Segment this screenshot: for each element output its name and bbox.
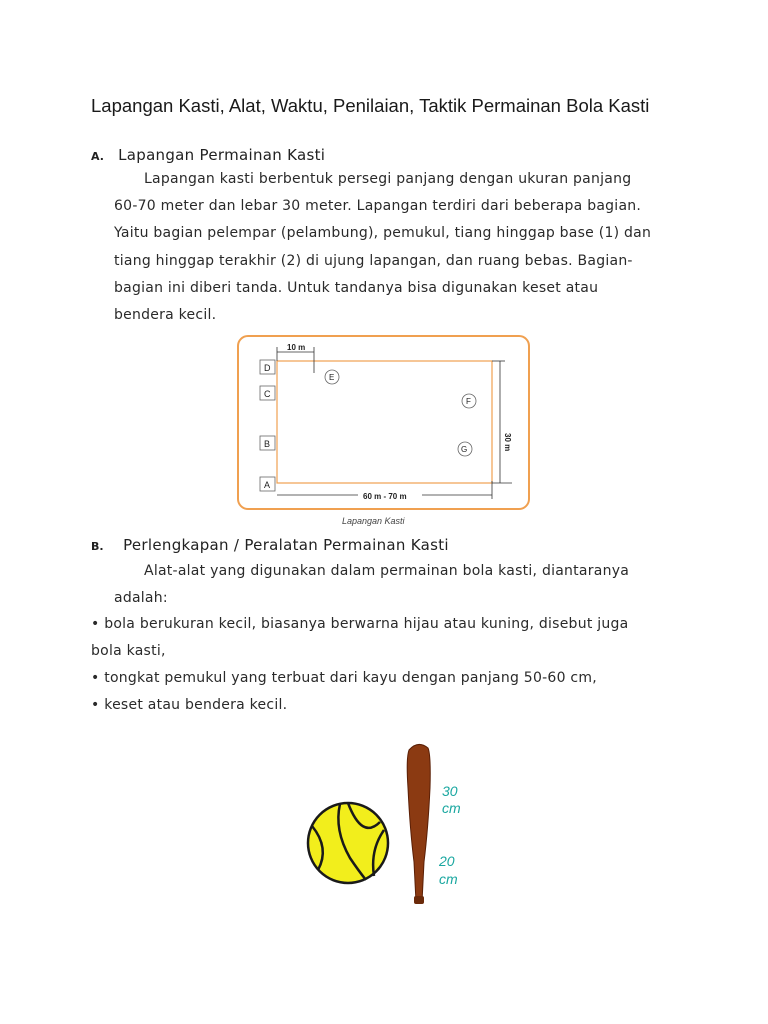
base-box-label: A — [264, 480, 271, 490]
base-box-c — [260, 386, 275, 400]
equipment-illustration — [300, 730, 480, 910]
bat-illustration — [407, 744, 430, 904]
section-b-intro — [114, 558, 629, 612]
section-b-title: Perlengkapan / Peralatan Permainan Kasti — [123, 536, 449, 554]
field-inner-rect — [277, 361, 492, 483]
section-a-letter: A. — [91, 150, 104, 163]
section-b-heading — [91, 535, 449, 554]
top-dimension-label: 10 m — [287, 343, 306, 352]
base-box-d — [260, 360, 275, 374]
position-circle-g — [458, 442, 472, 456]
position-circle-label: G — [461, 445, 468, 454]
base-box-label: B — [264, 439, 271, 449]
bullet-item: • bola berukuran kecil, biasanya berwarna hijau atau kuning, disebut juga — [91, 616, 629, 632]
bat-length-bottom-unit: cm — [439, 871, 458, 887]
paragraph-line: 60-70 meter dan lebar 30 meter. Lapangan terdiri dari beberapa bagian. — [114, 198, 642, 215]
page-title: Lapangan Kasti, Alat, Waktu, Penilaian, Taktik Permainan Bola Kasti — [91, 95, 650, 116]
bullet-item: • tongkat pemukul yang terbuat dari kayu dengan panjang 50-60 cm, — [91, 670, 597, 686]
base-box-a — [260, 477, 275, 491]
diagram-caption: Lapangan Kasti — [342, 516, 405, 526]
paragraph-line: bagian ini diberi tanda. Untuk tandanya bisa digunakan keset atau — [114, 279, 599, 296]
paragraph-line: bendera kecil. — [114, 306, 217, 323]
section-b-letter: B. — [91, 540, 104, 553]
paragraph-line: adalah: — [114, 590, 168, 607]
base-box-b — [260, 436, 275, 450]
bat-knob — [414, 896, 424, 904]
bat-length-top-value: 30 — [442, 783, 458, 799]
position-circle-e — [325, 370, 339, 384]
paragraph-line: Lapangan kasti berbentuk persegi panjang dengan ukuran panjang — [144, 171, 632, 187]
side-dimension-label: 30 m — [503, 433, 512, 452]
bullet-item: bola kasti, — [91, 643, 166, 659]
paragraph-line: Yaitu bagian pelempar (pelambung), pemukul, tiang hinggap base (1) dan — [114, 225, 652, 242]
position-circle-label: E — [329, 373, 335, 382]
ball-illustration — [308, 803, 388, 883]
paragraph-line: Alat-alat yang digunakan dalam permainan bola kasti, diantaranya — [144, 563, 630, 579]
field-diagram — [230, 333, 535, 529]
bottom-dimension-label: 60 m - 70 m — [363, 492, 407, 501]
position-circle-label: F — [466, 397, 471, 406]
section-a-heading — [91, 145, 325, 164]
paragraph-line: tiang hinggap terakhir (2) di ujung lapangan, dan ruang bebas. Bagian- — [114, 252, 633, 269]
bat-length-top-unit: cm — [442, 800, 461, 816]
base-box-label: C — [264, 389, 271, 399]
section-a-paragraph — [114, 166, 651, 329]
position-circle-f — [462, 394, 476, 408]
base-box-label: D — [264, 363, 271, 373]
section-a-title: Lapangan Permainan Kasti — [118, 146, 326, 164]
bat-length-bottom-value: 20 — [439, 853, 455, 869]
bullet-item: • keset atau bendera kecil. — [91, 697, 288, 713]
